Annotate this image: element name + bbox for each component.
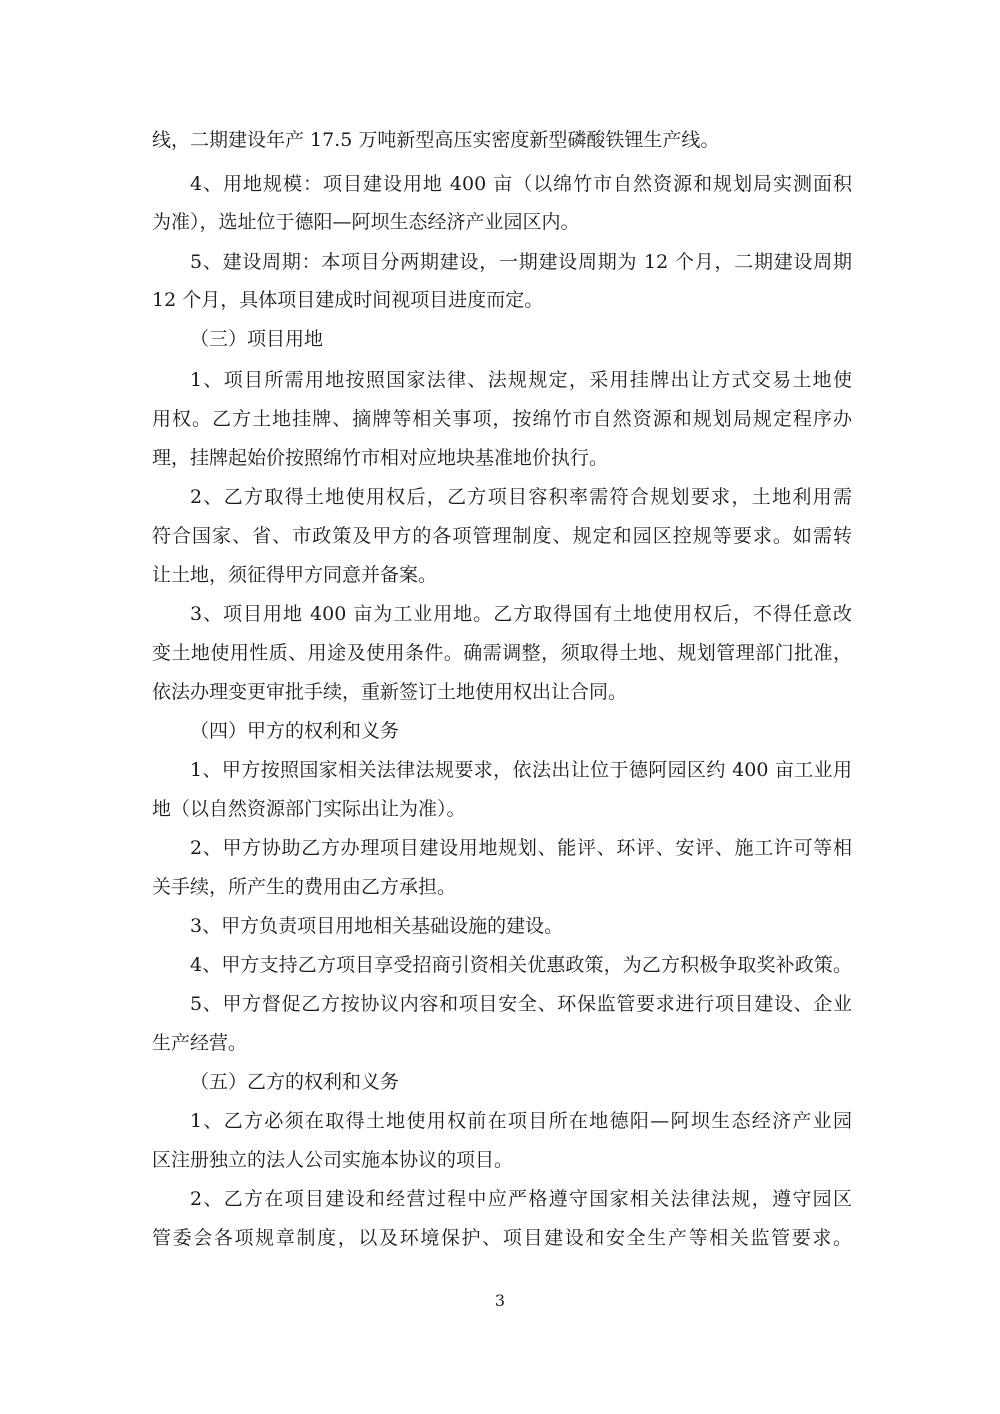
text-line: 线，二期建设年产 17.5 万吨新型高压实密度新型磷酸铁锂生产线。 — [152, 129, 720, 151]
text-line: 符合国家、省、市政策及甲方的各项管理制度、规定和园区控规等要求。如需转 — [152, 525, 852, 547]
text-line: 理，挂牌起始价按照绵竹市相对应地块基准地价执行。 — [152, 447, 609, 469]
text-line: 生产经营。 — [152, 1032, 248, 1054]
text-line: 2、乙方在项目建设和经营过程中应严格遵守国家相关法律法规，遵守园区 — [190, 1188, 852, 1210]
text-line: 让土地，须征得甲方同意并备案。 — [152, 564, 438, 586]
section-heading: （五）乙方的权利和义务 — [190, 1071, 400, 1093]
text-line: 变土地使用性质、用途及使用条件。确需调整，须取得土地、规划管理部门批准， — [152, 642, 852, 664]
section-heading: （三）项目用地 — [190, 328, 324, 350]
text-line: 12 个月，具体项目建成时间视项目进度而定。 — [152, 289, 544, 311]
text-line: 1、乙方必须在取得土地使用权前在项目所在地德阳—阿坝生态经济产业园 — [190, 1110, 852, 1132]
text-line: 区注册独立的法人公司实施本协议的项目。 — [152, 1149, 514, 1171]
text-line: 3、项目用地 400 亩为工业用地。乙方取得国有土地使用权后，不得任意改 — [190, 603, 852, 625]
text-line: 依法办理变更审批手续，重新签订土地使用权出让合同。 — [152, 681, 628, 703]
text-line: 管委会各项规章制度，以及环境保护、项目建设和安全生产等相关监管要求。 — [152, 1227, 852, 1249]
section-heading: （四）甲方的权利和义务 — [190, 720, 400, 742]
text-line: 2、乙方取得土地使用权后，乙方项目容积率需符合规划要求，土地利用需 — [190, 486, 852, 508]
text-line: 1、甲方按照国家相关法律法规要求，依法出让位于德阿园区约 400 亩工业用 — [190, 759, 852, 781]
text-line: 关手续，所产生的费用由乙方承担。 — [152, 876, 457, 898]
text-line: 用权。乙方土地挂牌、摘牌等相关事项，按绵竹市自然资源和规划局规定程序办 — [152, 408, 852, 430]
text-line: 2、甲方协助乙方办理项目建设用地规划、能评、环评、安评、施工许可等相 — [190, 837, 852, 859]
text-line: 3、甲方负责项目用地相关基础设施的建设。 — [190, 915, 564, 937]
text-line: 5、建设周期：本项目分两期建设，一期建设周期为 12 个月，二期建设周期 — [190, 251, 852, 273]
text-line: 地（以自然资源部门实际出让为准）。 — [152, 798, 466, 820]
text-line: 4、用地规模：项目建设用地 400 亩（以绵竹市自然资源和规划局实测面积 — [190, 173, 852, 195]
text-line: 1、项目所需用地按照国家法律、法规规定，采用挂牌出让方式交易土地使 — [190, 369, 852, 391]
text-line: 4、甲方支持乙方项目享受招商引资相关优惠政策，为乙方积极争取奖补政策。 — [190, 954, 852, 976]
page-number: 3 — [494, 1291, 506, 1310]
text-line: 5、甲方督促乙方按协议内容和项目安全、环保监管要求进行项目建设、企业 — [190, 993, 852, 1015]
text-line: 为准），选址位于德阳—阿坝生态经济产业园区内。 — [152, 211, 580, 233]
